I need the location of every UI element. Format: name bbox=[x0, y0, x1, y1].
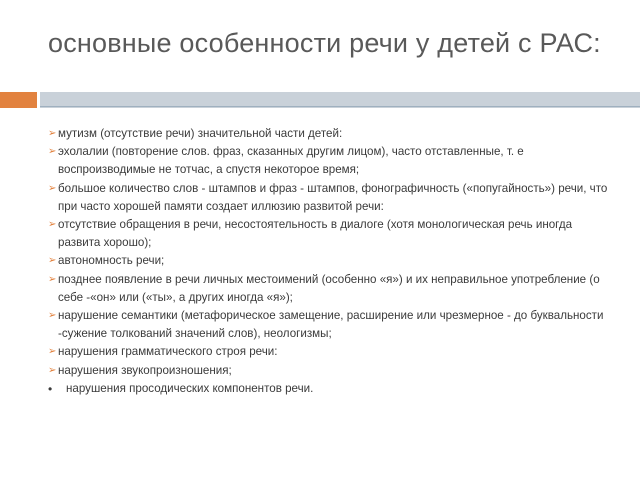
list-item bbox=[48, 252, 608, 270]
list-item-text: нарушения звукопроизношения; bbox=[58, 363, 232, 377]
checkmark-arrow-icon: ➢ bbox=[48, 364, 57, 376]
list-item bbox=[48, 307, 608, 343]
checkmark-arrow-icon: ➢ bbox=[48, 255, 57, 267]
list-item bbox=[48, 380, 608, 398]
list-item-text: автономность речи; bbox=[58, 254, 165, 268]
list-item bbox=[48, 362, 608, 380]
list-item bbox=[48, 343, 608, 361]
dot-bullet-icon: • bbox=[48, 381, 53, 396]
list-item-text: мутизм (отсутствие речи) значительной части детей: bbox=[58, 127, 343, 140]
list-item bbox=[48, 143, 608, 179]
checkmark-arrow-icon: ➢ bbox=[48, 310, 57, 322]
checkmark-arrow-icon: ➢ bbox=[48, 219, 57, 231]
list-item-text: позднее появление в речи личных местоимений (особенно «я») и их неправильное употребление (о себе -«он» или («ты», а других иногда «я»); bbox=[58, 272, 600, 304]
list-item-text: отсутствие обращения в речи, несостоятельность в диалоге (хотя монологическая речь иногда развита хорошо); bbox=[58, 218, 573, 250]
list-item-text: нарушения просодических компонентов речи. bbox=[66, 381, 314, 395]
title-divider-line bbox=[40, 106, 640, 107]
checkmark-arrow-icon: ➢ bbox=[48, 146, 57, 158]
checkmark-arrow-icon: ➢ bbox=[48, 128, 57, 139]
list-item bbox=[48, 271, 608, 307]
list-item-text: нарушение семантики (метафорическое замещение, расширение или чрезмерное - до буквальности -сужение толкований значений слов), неологизмы; bbox=[58, 309, 604, 341]
slide-title: основные особенности речи у детей с РАС: bbox=[48, 28, 601, 58]
list-item-text: нарушения грамматического строя речи: bbox=[58, 345, 278, 359]
checkmark-arrow-icon: ➢ bbox=[48, 182, 57, 194]
checkmark-arrow-icon: ➢ bbox=[48, 346, 57, 358]
list-item-text: эхолалии (повторение слов. фраз, сказанных другим лицом), часто отставленные, т. е воспроизводимые не тотчас, а спустя некоторое время; bbox=[58, 145, 524, 177]
list-item bbox=[48, 180, 608, 216]
list-item bbox=[48, 216, 608, 252]
checkmark-arrow-icon: ➢ bbox=[48, 273, 57, 285]
list-item bbox=[48, 125, 608, 143]
title-accent-bar bbox=[0, 92, 37, 108]
bullet-list bbox=[48, 125, 608, 398]
list-item-text: большое количество слов - штампов и фраз - штампов, фонографичность («попугайность») речи, что при часто хорошей памяти создает иллюзию развитой речи: bbox=[58, 181, 608, 213]
